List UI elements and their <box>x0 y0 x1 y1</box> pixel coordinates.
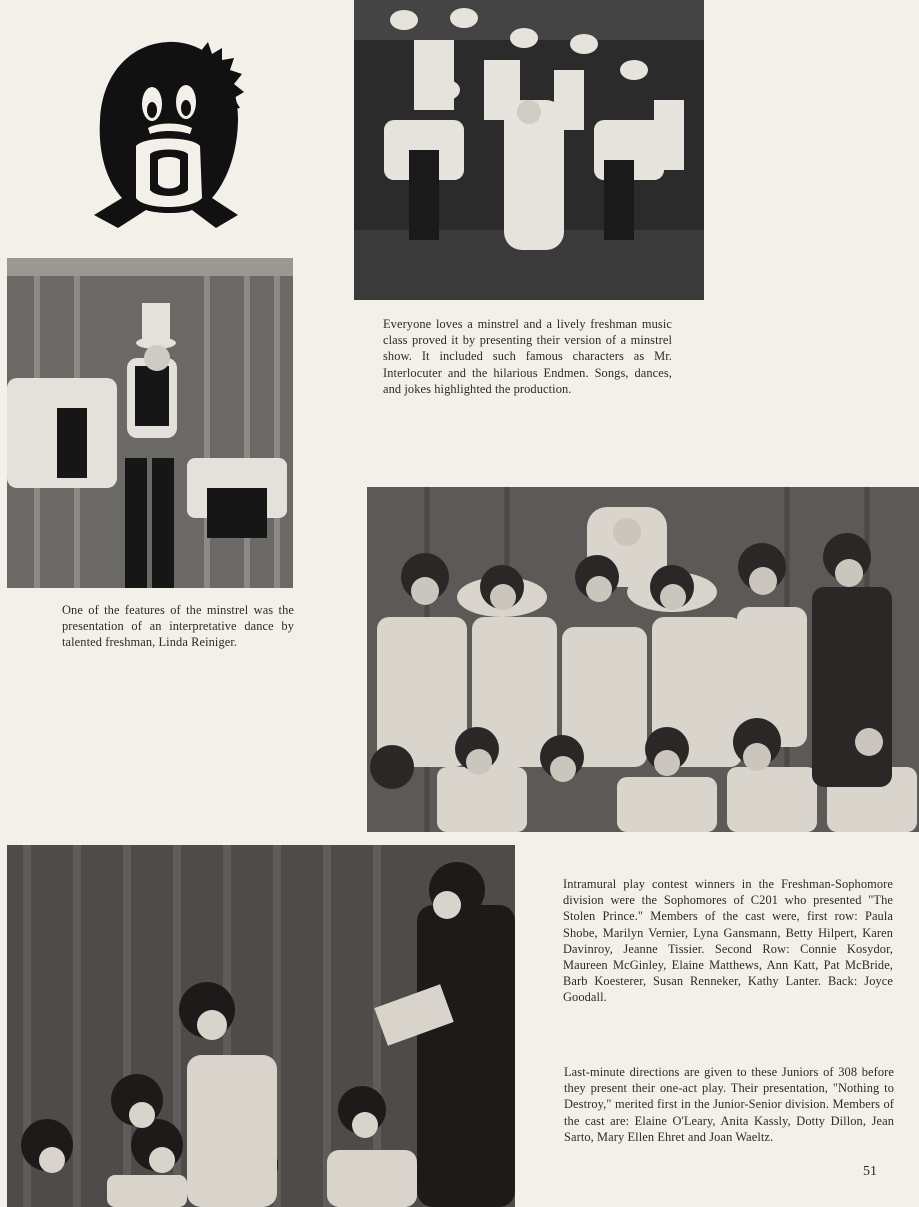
juniors-rehearsal-photo <box>7 845 515 1207</box>
minstrel-chorus-photo <box>354 0 704 300</box>
juniors-caption: Last-minute directions are given to these Juniors of 308 before they present their one-act play. Their presentation, "Nothing to Destroy," merited first in the Junior-Senior division. Members of the cast are: Elaine O'Leary, Anita Kassly, Dotty Dillon, Jean Sarto, Mary Ellen Ehret and Joan Waeltz. <box>564 1065 894 1144</box>
page-number: 51 <box>863 1164 877 1179</box>
minstrel-group-caption: Everyone loves a minstrel and a lively freshman music class proved it by presenting their version of a minstrel show. It included such famous characters as Mr. Interlocuter and the hilarious Endmen. Songs, dances, and jokes highlighted the production. <box>383 317 672 396</box>
dancer-photo <box>7 258 293 588</box>
dance-caption: One of the features of the minstrel was the presentation of an interpretative dance by talented freshman, Linda Reiniger. <box>62 603 294 650</box>
intramural-caption: Intramural play contest winners in the Freshman-Sophomore division were the Sophomores of C201 who presented "The Stolen Prince." Members of the cast were, first row: Paula Shobe, Marilyn Vernier, Lyna Gansmann, Betty Hilpert, Karen Davinroy, Jeanne Tissier. Second Row: Connie Kosydor, Maureen McGinley, Elaine Matthews, Ann Katt, Pat McBride, Barb Koesterer, Susan Renneker, Kathy Lanter. Back: Joyce Goodall. <box>563 877 893 1005</box>
minstrel-mascot-drawing <box>88 30 248 240</box>
intramural-cast-photo <box>367 487 919 832</box>
